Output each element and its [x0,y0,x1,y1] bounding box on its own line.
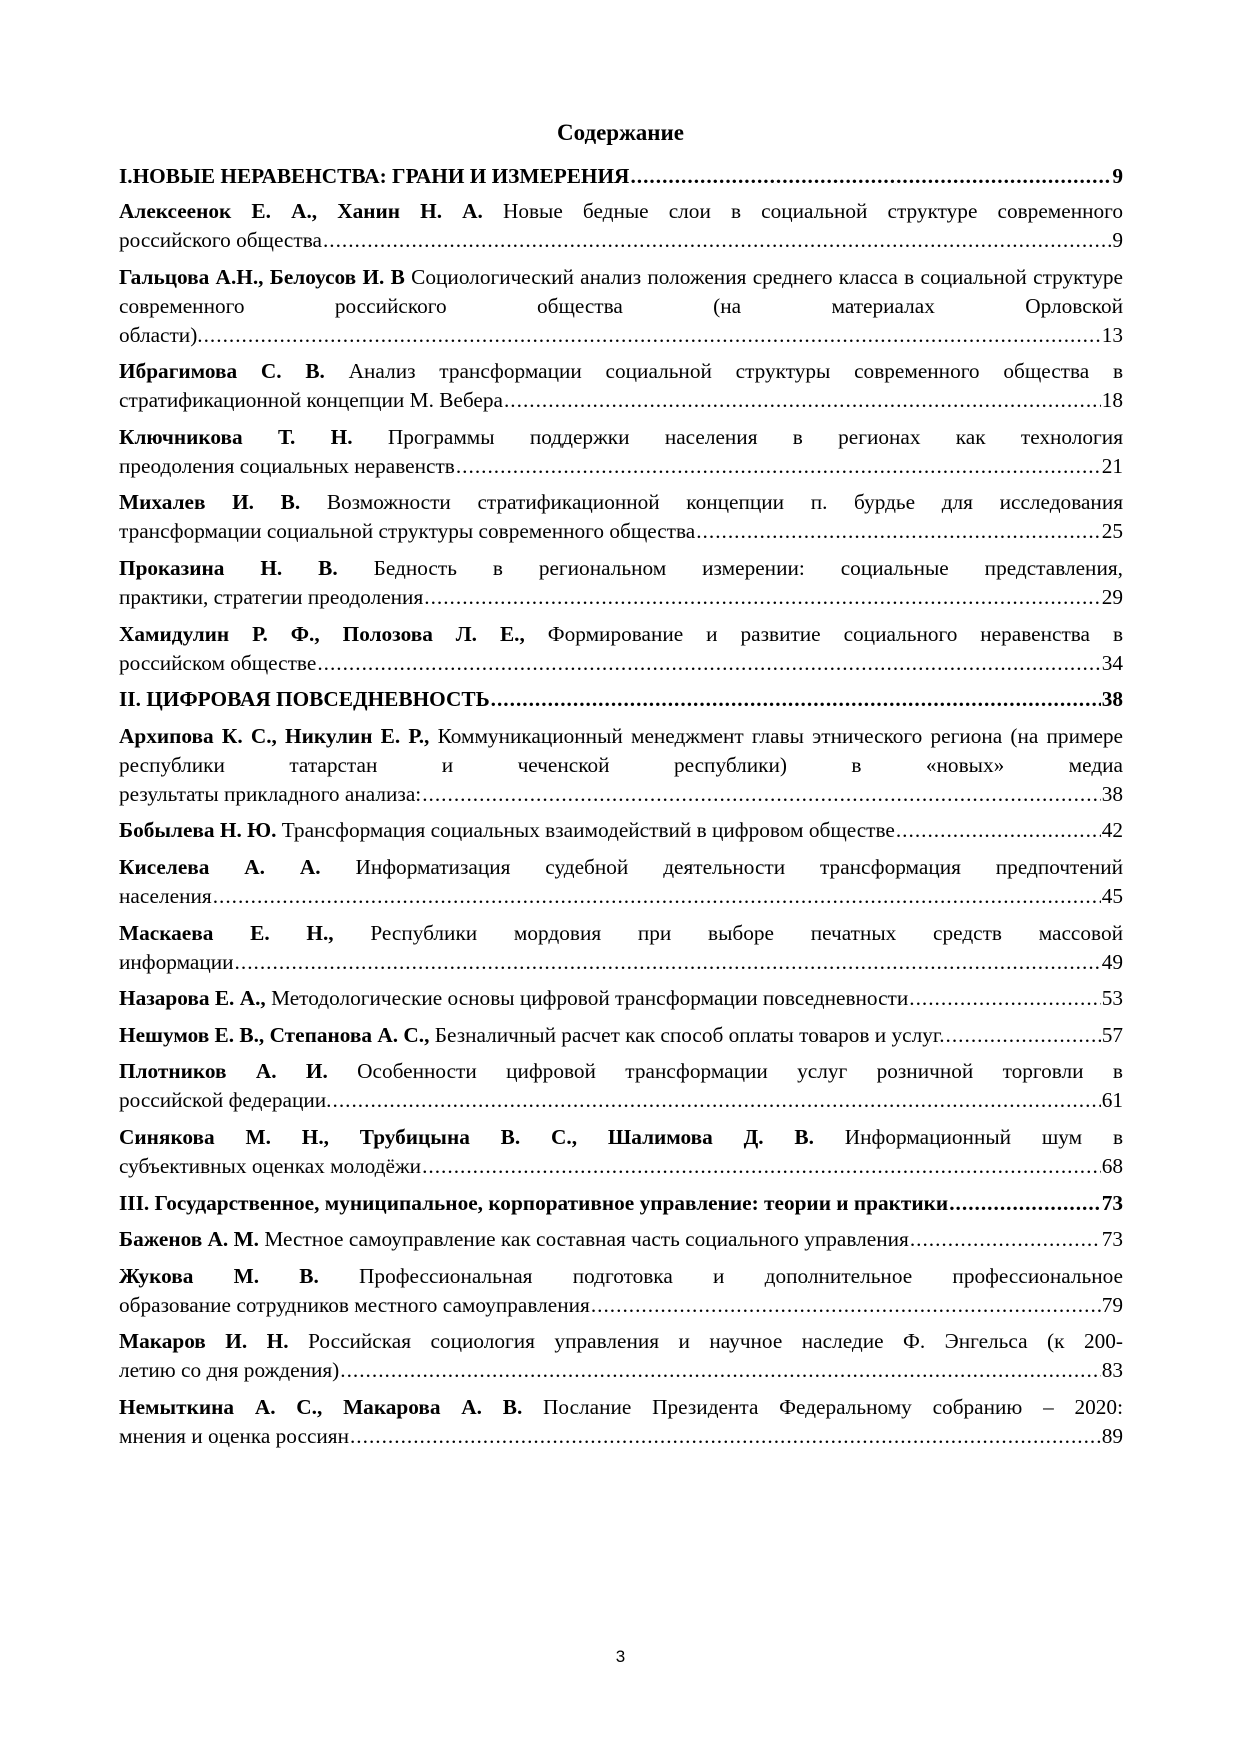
toc-dot-leader [213,882,1101,911]
toc-authors: Гальцова А.Н., Белоусов И. В [119,264,405,289]
toc-dot-leader [317,649,1100,678]
toc-authors: Архипова К. С., Никулин Е. Р., [119,723,430,748]
toc-page-number: 83 [1101,1358,1123,1383]
toc-section-text: I.НОВЫЕ НЕРАВЕНСТВА: ГРАНИ И ИЗМЕРЕНИЯ [119,164,630,188]
toc-dot-leader [896,816,1101,845]
toc-entry[interactable] [119,554,1123,612]
toc-authors: Нешумов Е. В., Степанова А. С., [119,1022,430,1047]
toc-dot-leader [424,583,1100,612]
toc-title-text: Безналичный расчет как способ оплаты товаров и услуг. [434,1022,945,1047]
toc-entry[interactable] [119,919,1123,977]
toc-dot-leader [323,226,1111,255]
toc-title-text: Республики мордовия при выборе печатных средств массовой [370,920,1123,945]
toc-authors: Михалев И. В. [119,490,301,515]
toc-entry-text [119,1225,909,1254]
toc-authors: Макаров И. Н. [119,1329,289,1354]
toc-entry-text [119,816,895,845]
toc-dot-leader [504,386,1101,415]
toc-page-number: 73 [1101,1190,1123,1215]
toc-page-number: 61 [1101,1088,1123,1113]
toc-title-text: Анализ трансформации социальной структуры современного общества в [348,359,1123,384]
toc-title-continuation: российском обществе [119,650,317,675]
toc-title-continuation: трансформации социальной структуры современного общества [119,519,696,544]
toc-title-text: Коммуникационный менеджмент главы этнического региона (на примере республики татарстан и чеченской республики) в «новых» медиа [119,723,1124,777]
toc-entry[interactable] [119,620,1123,678]
toc-page-number: 21 [1101,453,1123,478]
toc-authors: Баженов А. М. [119,1227,260,1252]
toc-title-text: Возможности стратификационной концепции п. бурдье для исследования [326,490,1124,515]
toc-title-continuation: летию со дня рождения) [119,1358,340,1383]
toc-page-number: 38 [1101,781,1123,806]
toc-entry[interactable] [119,197,1123,255]
toc-title-continuation: информации [119,949,234,974]
toc-title-text: Послание Президента Федеральному собранию – 2020: [543,1394,1124,1419]
toc-authors: Алексеенок Е. А., Ханин Н. А. [119,199,483,223]
toc-title-continuation: российского общества [119,228,322,252]
toc-section-text: II. ЦИФРОВАЯ ПОВСЕДНЕВНОСТЬ [119,687,490,712]
toc-entry-text [119,1021,945,1050]
toc-dot-leader [491,685,1101,714]
toc-entry[interactable] [119,1225,1123,1254]
toc-authors: Жукова М. В. [119,1263,319,1288]
toc-page-number: 73 [1101,1227,1123,1252]
toc-title-continuation: преодоления социальных неравенств [119,453,455,478]
toc-page-number: 9 [1112,228,1123,252]
toc-page-number: 29 [1101,584,1123,609]
toc-dot-leader [910,1225,1101,1254]
toc-authors: Бобылева Н. Ю. [119,818,277,843]
toc-title-continuation: населения [119,883,212,908]
toc-authors: Проказина Н. В. [119,555,338,580]
toc-entry[interactable] [119,816,1123,845]
toc-dot-leader [909,984,1100,1013]
page-title: Содержание [557,120,684,145]
toc-title-continuation: российской федерации. [119,1088,332,1113]
toc-title-text: Социологический анализ положения среднего класса в социальной структуре современного российского общества (на материалах Орловской [119,264,1123,318]
toc-page-number: 79 [1101,1292,1123,1317]
toc-title-text: Информатизация судебной деятельности трансформация предпочтений [355,854,1123,879]
toc-entry[interactable] [119,357,1123,415]
toc-dot-leader [235,948,1101,977]
toc-authors: Ибрагимова С. В. [119,359,325,384]
toc-authors: Хамидулин Р. Ф., Полозова Л. Е., [119,621,525,646]
toc-dot-leader [350,1422,1101,1451]
toc-authors: Плотников А. И. [119,1059,328,1084]
toc-page-number: 57 [1101,1022,1123,1047]
toc-dot-leader [630,162,1111,191]
toc-authors: Ключникова Т. Н. [119,424,353,449]
toc-page-number: 38 [1101,687,1123,712]
toc-page-number: 68 [1101,1153,1123,1178]
toc-page-number: 25 [1101,519,1123,544]
toc-dot-leader [591,1291,1101,1320]
toc-title-text: Особенности цифровой трансформации услуг розничной торговли в [357,1059,1123,1084]
toc-section-heading[interactable] [119,1189,1123,1218]
toc-page-number: 13 [1101,322,1123,347]
toc-entry[interactable] [119,423,1123,481]
toc-authors: Назарова Е. А., [119,986,266,1011]
toc-dot-leader [456,452,1101,481]
toc-title-text: Программы поддержки населения в регионах как технология [387,424,1123,449]
toc-dot-leader [333,1086,1101,1115]
toc-title-text: Информационный шум в [844,1124,1123,1149]
toc-entry[interactable] [119,722,1123,809]
toc-entry[interactable] [119,984,1123,1013]
toc-title-text: Профессиональная подготовка и дополнительное профессиональное [359,1263,1123,1288]
toc-page-number: 53 [1101,986,1123,1011]
toc-title-continuation: результаты прикладного анализа: [119,781,422,806]
toc-title-continuation: практики, стратегии преодоления [119,584,424,609]
toc-entry[interactable] [119,488,1123,546]
toc-page-number: 42 [1101,818,1123,843]
toc-section-heading[interactable] [119,162,1123,191]
toc-section-heading[interactable] [119,685,1123,714]
toc-section-text: III. Государственное, муниципальное, корпоративное управление: теории и практики [119,1190,949,1215]
toc-title-continuation: субъективных оценках молодёжи [119,1153,422,1178]
toc-dot-leader [422,1152,1101,1181]
toc-entry[interactable] [119,853,1123,911]
toc-entry[interactable] [119,1123,1123,1181]
toc-dot-leader [949,1189,1100,1218]
table-of-contents [119,162,1123,1458]
toc-page-number: 89 [1101,1423,1123,1448]
toc-title-continuation: мнения и оценка россиян [119,1423,349,1448]
toc-title-text: Формирование и развитие социального неравенства в [547,621,1124,646]
toc-dot-leader [422,780,1101,809]
toc-entry[interactable] [119,1262,1123,1320]
toc-title-text: Местное самоуправление как составная часть социального управления [264,1227,909,1252]
toc-entry[interactable] [119,1327,1123,1385]
toc-title-text: Методологические основы цифровой трансформации повседневности [271,986,909,1011]
toc-title-text: Бедность в региональном измерении: социальные представления, [373,555,1123,580]
toc-title-text: Трансформация социальных взаимодействий в цифровом обществе [281,818,895,843]
toc-title-continuation: области). [119,322,203,347]
toc-page-number: 9 [1112,164,1123,188]
toc-title-continuation: образование сотрудников местного самоуправления [119,1292,590,1317]
toc-entry[interactable] [119,1021,1123,1050]
toc-entry[interactable] [119,1057,1123,1115]
toc-dot-leader [340,1356,1100,1385]
toc-page-number: 45 [1101,883,1123,908]
toc-authors: Немыткина А. С., Макарова А. В. [119,1394,523,1419]
page-number: 3 [615,1647,626,1666]
toc-page-number: 34 [1101,650,1123,675]
toc-dot-leader [204,321,1101,350]
toc-title-continuation: стратификационной концепции М. Вебера [119,388,503,413]
toc-dot-leader [946,1021,1101,1050]
toc-page-number: 18 [1101,388,1123,413]
toc-page-number: 49 [1101,949,1123,974]
toc-authors: Маскаева Е. Н., [119,920,334,945]
toc-authors: Киселева А. А. [119,854,321,879]
toc-entry[interactable] [119,263,1123,350]
toc-entry[interactable] [119,1393,1123,1451]
toc-entry-text [119,984,908,1013]
toc-dot-leader [696,517,1100,546]
toc-authors: Синякова М. Н., Трубицына В. С., Шалимова Д. В. [119,1124,814,1149]
toc-title-text: Новые бедные слои в социальной структуре современного [502,199,1123,223]
toc-title-text: Российская социология управления и научное наследие Ф. Энгельса (к 200- [308,1329,1124,1354]
